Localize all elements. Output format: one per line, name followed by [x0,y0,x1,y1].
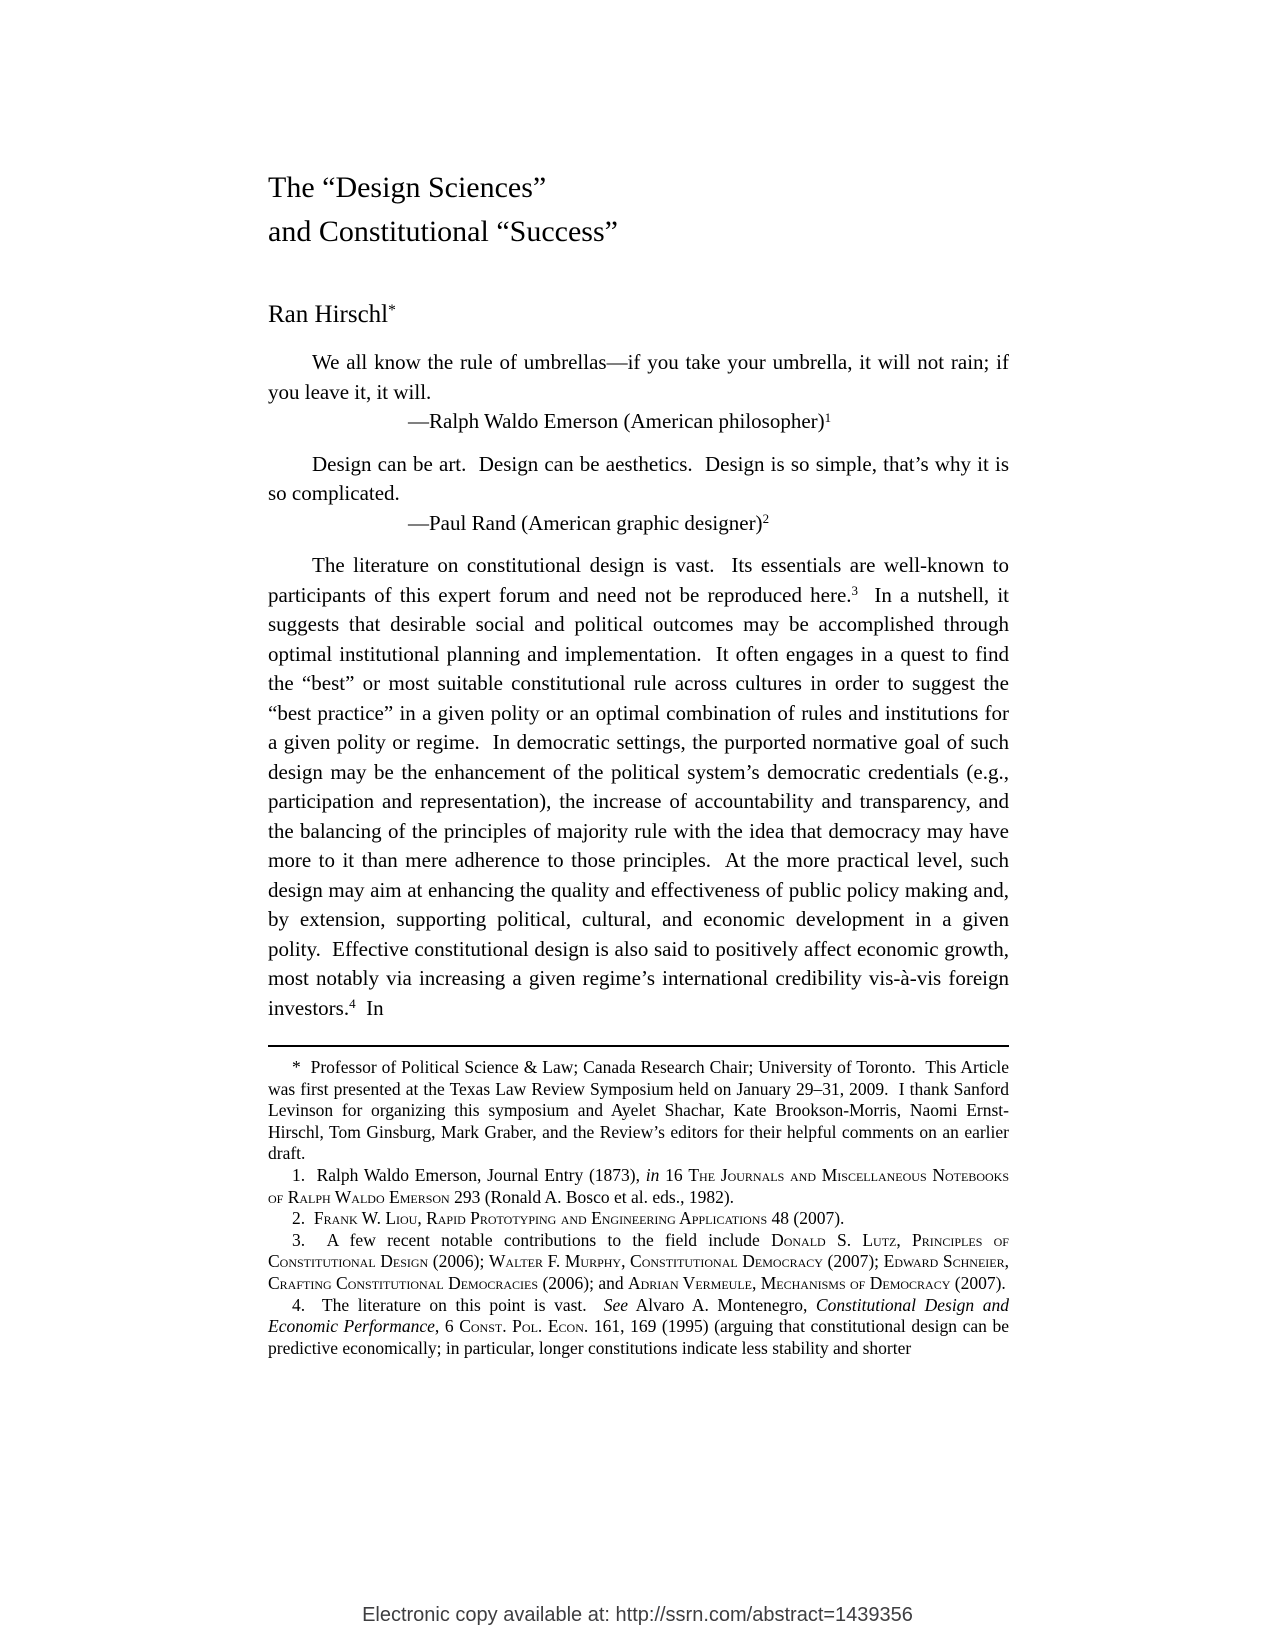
author-footnote-mark: * [388,301,396,319]
ssrn-footer [0,1604,1275,1627]
footnote-4: 4. The literature on this point is vast. See Alvaro A. Montenegro, Constitutional Design and Economic Performance, 6 Const. Pol. Econ. 161, 169 (1995) (arguing that constitutional design can be predictive economically; in particular, longer constitutions indicate less stability and shorter [268,1294,1010,1358]
attribution-text: —Paul Rand (American graphic designer) [408,510,763,535]
ssrn-availability-notice: Electronic copy available at: http://ssrn.com/abstract=1439356 [362,1604,913,1626]
footnote-3: 3. A few recent notable contributions to the field include Donald S. Lutz, Principles of Constitutional Design (2006); Walter F. Murphy, Constitutional Democracy (2007); Edward Schneier, Crafting Constitutional Democracies (2006); and Adrian Vermeule, Mechanisms of Democracy (2007). [268,1229,1009,1293]
page-title [268,166,1009,254]
author-name: Ran Hirschl [268,301,389,328]
epigraph-emerson-text: We all know the rule of umbrellas—if you take your umbrella, it will not rain; if you leave it, it will. [268,350,1009,404]
author-byline [268,300,1009,330]
body-paragraph: The literature on constitutional design is vast. Its essentials are well-known to participants of this expert forum and need not be reproduced here.$^3$ In a nutshell, it suggests that desirable social and political outcomes may be accomplished through optimal institutional planning and implementation. It often engages in a quest to find the “best” or most suitable constitutional rule across cultures in order to suggest the “best practice” in a given polity or an optimal combination of rules and institutions for a given polity or regime. In democratic settings, the purported normative goal of such design may be the enhancement of the political system’s democratic credentials (e.g., participation and representation), the increase of accountability and transparency, and the balancing of the principles of majority rule with the idea that democracy may have more to it than mere adherence to those principles. At the more practical level, such design may aim at enhancing the quality and effectiveness of public policy making and, by extension, supporting political, cultural, and economic development in a given polity. Effective constitutional design is also said to positively affect economic growth, most notably via increasing a given regime’s international credibility vis-à-vis foreign investors.$^4$ In [268,553,1009,1020]
epigraph-rand-text: Design can be art. Design can be aesthetics. Design is so simple, that’s why it is so complicated. [268,451,1009,505]
epigraph-rand [268,450,1009,539]
footnote-ref-1: 1 [824,409,832,425]
title-line-1: The “Design Sciences” [268,171,547,204]
footnote-1: 1. Ralph Waldo Emerson, Journal Entry (1873), in 16 The Journals and Miscellaneous Notebooks of Ralph Waldo Emerson 293 (Ronald A. Bosco et al. eds., 1982). [268,1164,1009,1207]
article-text-block [268,0,1009,1359]
footnote-star: * Professor of Political Science & Law; Canada Research Chair; University of Toronto. This Article was first presented at the Texas Law Review Symposium held on January 29–31, 2009. I thank Sanford Levinson for organizing this symposium and Ayelet Shachar, Kate Brookson-Morris, Naomi Ernst-Hirschl, Tom Ginsburg, Mark Graber, and the Review’s editors for their helpful comments on an earlier draft. [268,1057,1009,1164]
footnote-ref-2: 2 [762,511,770,527]
epigraph-emerson [268,348,1009,437]
footnotes-section [268,1057,1009,1359]
epigraph-emerson-attribution [268,407,1009,437]
epigraph-rand-attribution [268,509,1009,539]
attribution-text: —Ralph Waldo Emerson (American philosopher) [408,409,825,433]
title-line-2: and Constitutional “Success” [268,215,618,248]
footnote-2: 2. Frank W. Liou, Rapid Prototyping and Engineering Applications 48 (2007). [292,1208,845,1229]
footnote-separator-rule [268,1045,1009,1047]
